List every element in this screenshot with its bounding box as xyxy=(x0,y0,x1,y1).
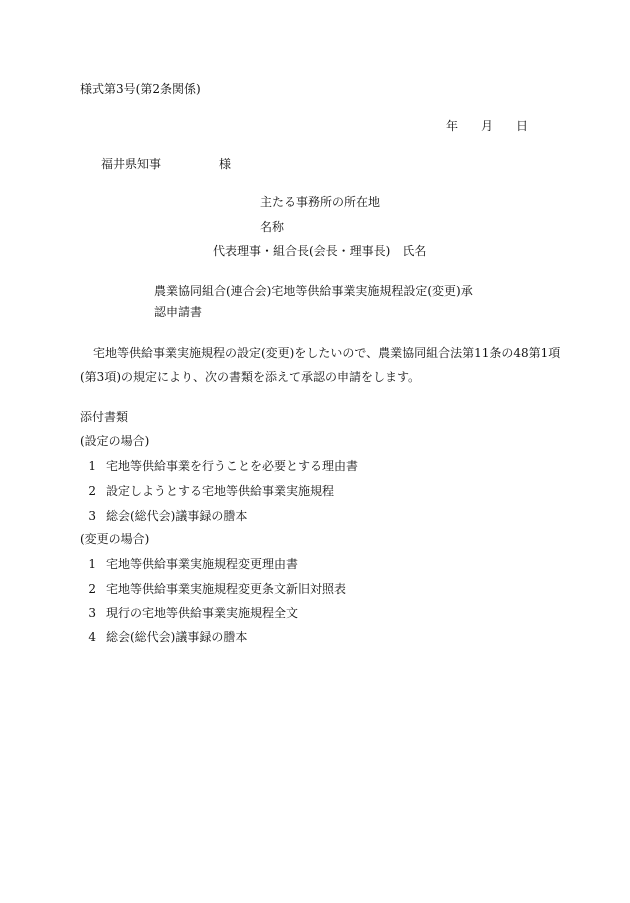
applicant-address-label: 主たる事務所の所在地 xyxy=(260,195,381,209)
attachment-item xyxy=(78,631,247,643)
addressee-name: 福井県知事 xyxy=(101,157,162,171)
attachment-item xyxy=(78,460,358,472)
attachment-item-text: 設定しようとする宅地等供給事業実施規程 xyxy=(106,484,335,498)
attachments-heading: 添付書類 xyxy=(80,410,129,424)
change-case-heading: (変更の場合) xyxy=(80,532,150,546)
date-day-label: 日 xyxy=(516,119,529,133)
form-number: 様式第3号(第2条関係) xyxy=(80,82,201,96)
attachment-item-text: 総会(総代会)議事録の謄本 xyxy=(106,630,248,644)
document-title-line1: 農業協同組合(連合会)宅地等供給事業実施規程設定(変更)承 xyxy=(154,284,473,298)
attachment-item xyxy=(78,607,298,619)
attachment-item-number: 1 xyxy=(88,557,96,571)
attachment-item-number: 3 xyxy=(88,606,96,620)
attachment-item-text: 宅地等供給事業実施規程変更理由書 xyxy=(106,557,299,571)
attachment-item-text: 宅地等供給事業実施規程変更条文新旧対照表 xyxy=(106,582,347,596)
body-text-line1: 宅地等供給事業実施規程の設定(変更)をしたいので、農業協同組合法第11条の48第1項 xyxy=(93,346,561,360)
attachment-item xyxy=(78,558,298,570)
body-text-line2: (第3項)の規定により、次の書類を添えて承認の申請をします。 xyxy=(80,370,421,384)
attachment-item xyxy=(78,510,247,522)
attachment-item-number: 1 xyxy=(88,459,96,473)
attachment-item xyxy=(78,583,346,595)
representative-label: 代表理事・組合長(会長・理事長) 氏名 xyxy=(213,244,427,258)
attachment-item-text: 宅地等供給事業を行うことを必要とする理由書 xyxy=(106,459,359,473)
attachment-item xyxy=(78,485,334,497)
applicant-name-label: 名称 xyxy=(260,220,285,234)
setting-case-heading: (設定の場合) xyxy=(80,434,150,448)
attachment-item-number: 2 xyxy=(88,484,96,498)
document-title-line2: 認申請書 xyxy=(154,305,203,319)
date-month-label: 月 xyxy=(481,119,494,133)
attachment-item-number: 2 xyxy=(88,582,96,596)
attachment-item-number: 3 xyxy=(88,509,96,523)
attachment-item-number: 4 xyxy=(88,630,96,644)
addressee-honorific: 様 xyxy=(219,157,232,171)
date-year-label: 年 xyxy=(446,119,459,133)
attachment-item-text: 現行の宅地等供給事業実施規程全文 xyxy=(106,606,299,620)
attachment-item-text: 総会(総代会)議事録の謄本 xyxy=(106,509,248,523)
